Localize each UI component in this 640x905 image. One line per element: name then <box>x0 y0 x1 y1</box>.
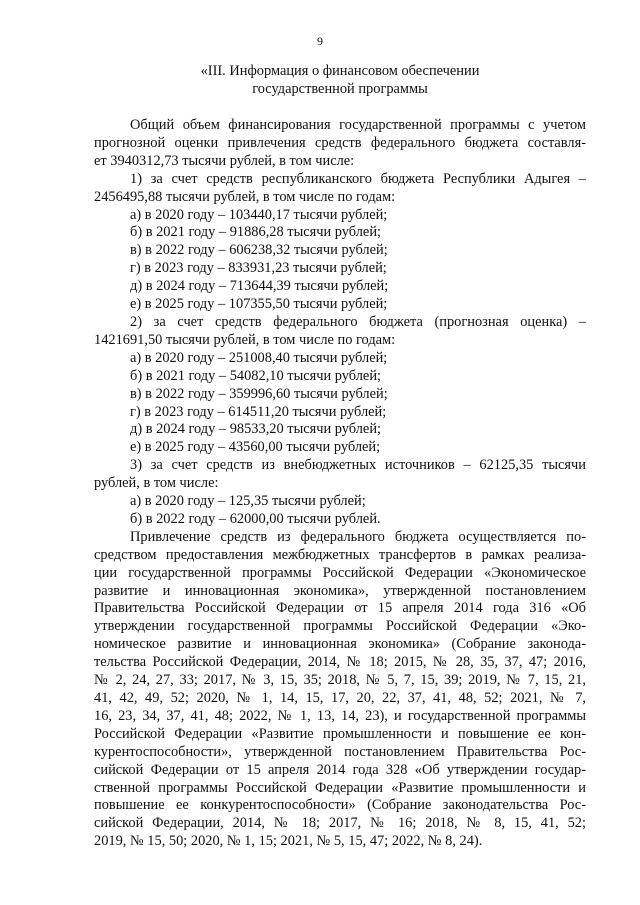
list-item: в) в 2022 году – 606238,32 тысячи рублей; <box>130 242 388 259</box>
closing-line: сийской Федерации, 2014, № 18; 2017, № 16; 2018, № 8, 15, 41, 52; <box>94 815 586 832</box>
section-2-line: 1421691,50 тысячи рублей, в том числе по годам: <box>94 331 396 348</box>
closing-line: курентоспособности», утвержденной постановлением Правительства Рос- <box>94 743 586 760</box>
list-item: б) в 2022 году – 62000,00 тысячи рублей. <box>130 510 381 527</box>
list-item: в) в 2022 году – 359996,60 тысячи рублей; <box>130 385 388 402</box>
closing-line: Правительства Российской Федерации от 15 апреля 2014 года 316 «Об <box>94 600 586 617</box>
heading-line-2: государственной программы <box>252 81 428 97</box>
list-item: а) в 2020 году – 125,35 тысячи рублей; <box>130 493 366 510</box>
section-1-line: 2456495,88 тысячи рублей, в том числе по годам: <box>94 188 396 205</box>
closing-line: Привлечение средств из федерального бюджета осуществляется по- <box>130 528 586 545</box>
closing-line: повышение ее конкурентоспособности» (Собрание законодательства Рос- <box>94 797 586 814</box>
closing-line: 16, 23, 34, 37, 41, 48; 2022, № 1, 13, 14, 23), и государственной программы <box>94 707 586 724</box>
list-item: б) в 2021 году – 91886,28 тысячи рублей; <box>130 224 382 241</box>
section-3-line: рублей, в том числе: <box>94 475 219 492</box>
closing-line: средством предоставления межбюджетных трансфертов в рамках реализа- <box>94 546 586 563</box>
heading-line-1: «III. Информация о финансовом обеспечении <box>200 63 480 79</box>
list-item: г) в 2023 году – 833931,23 тысячи рублей; <box>130 260 387 277</box>
document-body <box>94 117 586 851</box>
list-item: д) в 2024 году – 713644,39 тысячи рублей; <box>130 278 389 295</box>
section-heading <box>150 62 530 98</box>
closing-line: 2019, № 15, 50; 2020, № 1, 15; 2021, № 5, 15, 47; 2022, № 8, 24). <box>94 833 483 850</box>
section-3-line: 3) за счет средств из внебюджетных источников – 62125,35 тысячи <box>130 457 586 474</box>
list-item: а) в 2020 году – 103440,17 тысячи рублей; <box>130 206 388 223</box>
page-number: 9 <box>317 34 323 48</box>
list-item: е) в 2025 году – 43560,00 тысячи рублей; <box>130 439 381 456</box>
intro-line: ет 3940312,73 тысячи рублей, в том числе: <box>94 152 355 169</box>
closing-line: Российской Федерации «Развитие промышленности и повышение ее кон- <box>94 725 586 742</box>
closing-line: номическое развитие и инновационная экономика» (Собрание законода- <box>94 636 586 653</box>
list-item: б) в 2021 году – 54082,10 тысячи рублей; <box>130 367 382 384</box>
closing-line: 41, 42, 49, 52; 2020, № 1, 14, 15, 17, 20, 22, 37, 41, 48, 52; 2021, № 7, <box>94 690 586 706</box>
list-item: д) в 2024 году – 98533,20 тысячи рублей; <box>130 421 382 438</box>
intro-line: прогнозной оценки привлечения средств федерального бюджета составля- <box>94 134 586 151</box>
section-2-line: 2) за счет средств федерального бюджета (прогнозная оценка) – <box>130 313 586 330</box>
closing-line: развитие и инновационная экономика», утвержденной постановлением <box>94 582 586 599</box>
list-item: е) в 2025 году – 107355,50 тысячи рублей; <box>130 296 388 313</box>
closing-line: ции государственной программы Российской Федерации «Экономическое <box>94 564 586 581</box>
closing-line: тельства Российской Федерации, 2014, № 18; 2015, № 28, 35, 37, 47; 2016, <box>94 654 586 671</box>
section-1-line: 1) за счет средств республиканского бюджета Республики Адыгея – <box>130 170 586 187</box>
list-item: г) в 2023 году – 614511,20 тысячи рублей; <box>130 403 387 420</box>
closing-line: № 2, 24, 27, 33; 2017, № 3, 15, 35; 2018, № 5, 7, 15, 39; 2019, № 7, 15, 21, <box>94 672 586 689</box>
closing-line: сийской Федерации от 15 апреля 2014 года 328 «Об утверждении государ- <box>94 761 586 778</box>
list-item: а) в 2020 году – 251008,40 тысячи рублей; <box>130 349 388 366</box>
intro-line: Общий объем финансирования государственной программы с учетом <box>130 117 586 133</box>
closing-line: утверждении государственной программы Российской Федерации «Эко- <box>94 618 586 635</box>
closing-line: ственной программы Российской Федерации «Развитие промышленности и <box>94 779 586 796</box>
